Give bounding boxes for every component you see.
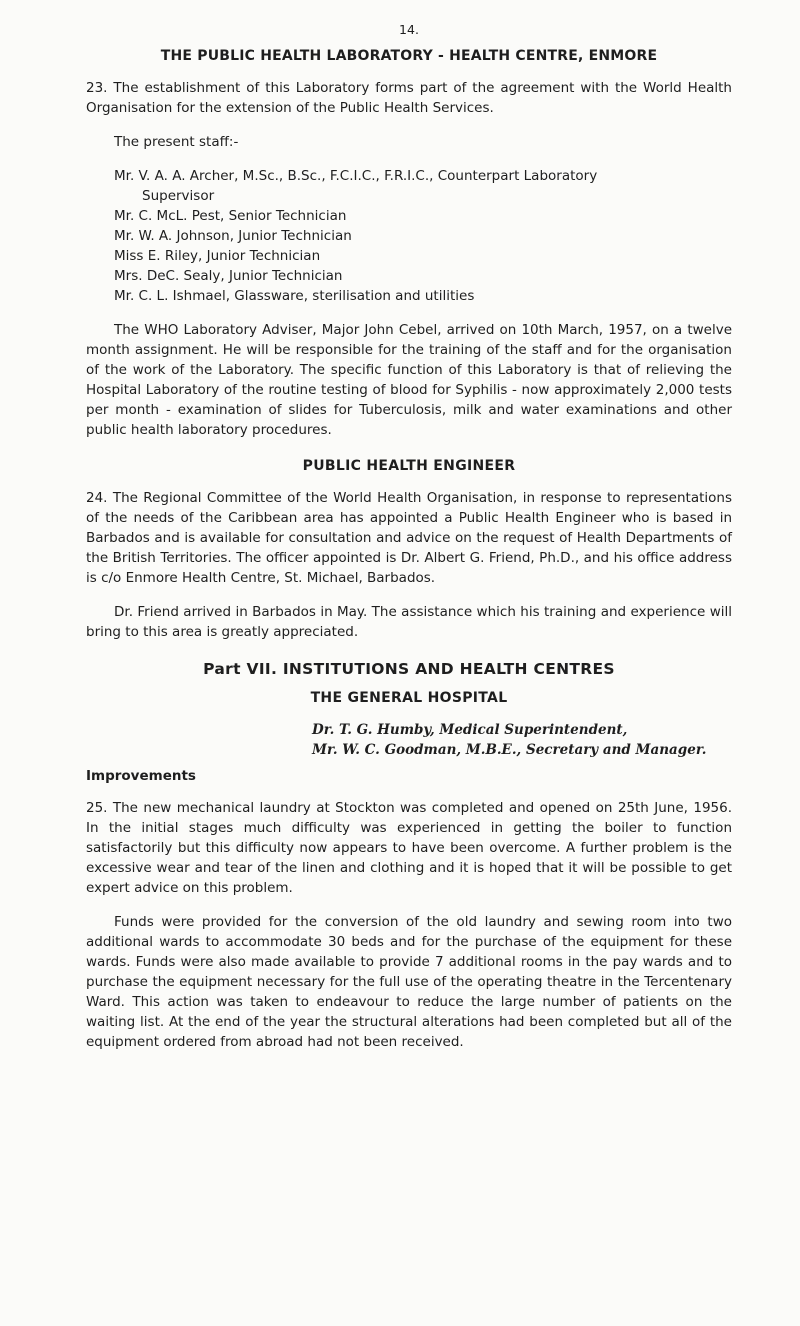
- hospital-heading: THE GENERAL HOSPITAL: [310, 690, 508, 706]
- staff-item: Mr. W. A. Johnson, Junior Technician: [114, 228, 352, 244]
- staff-item: Mrs. DeC. Sealy, Junior Technician: [114, 268, 343, 284]
- staff-item: Mr. V. A. A. Archer, M.Sc., B.Sc., F.C.I.C., F.R.I.C., Counterpart Laboratory Supervisor: [114, 168, 598, 204]
- friend-paragraph: Dr. Friend arrived in Barbados in May. The assistance which his training and experience will bring to this area is greatly appreciated.: [86, 604, 732, 640]
- who-adviser-paragraph: The WHO Laboratory Adviser, Major John Cebel, arrived on 10th March, 1957, on a twelve month assignment. He will be responsible for the training of the staff and for the organisation of the work of the Laboratory. The specific function of this Laboratory is that of relieving the Hospital Laboratory of the routine testing of blood for Syphilis - now approximately 2,000 tests per month - examination of slides for Tuberculosis, milk and water examinations and other public health laboratory procedures.: [86, 322, 732, 438]
- paragraph-23: 23. The establishment of this Laboratory forms part of the agreement with the World Health Organisation for the extension of the Public Health Services.: [86, 80, 732, 116]
- improvements-subheading: Improvements: [86, 768, 196, 784]
- officers-block: [86, 720, 732, 760]
- officer-superintendent: Dr. T. G. Humby, Medical Superintendent,: [312, 722, 628, 738]
- officer-secretary: Mr. W. C. Goodman, M.B.E., Secretary and Manager.: [312, 742, 707, 758]
- staff-item: Mr. C. L. Ishmael, Glassware, sterilisation and utilities: [114, 288, 475, 304]
- paragraph-25: 25. The new mechanical laundry at Stockton was completed and opened on 25th June, 1956. In the initial stages much difficulty was experienced in getting the boiler to function satisfactorily but this difficulty now appears to have been overcome. A further problem is the excessive wear and tear of the linen and clothing and it is hoped that it will be possible to get expert advice on this problem.: [86, 800, 732, 896]
- section-title: THE PUBLIC HEALTH LABORATORY - HEALTH CENTRE, ENMORE: [160, 48, 658, 64]
- staff-item: Mr. C. McL. Pest, Senior Technician: [114, 208, 347, 224]
- page-number: 14.: [399, 22, 419, 37]
- staff-list: [86, 166, 732, 306]
- staff-intro: The present staff:-: [114, 134, 239, 150]
- funds-paragraph: Funds were provided for the conversion of the old laundry and sewing room into two additional wards to accommodate 30 beds and for the purchase of the equipment for these wards. Funds were also made available to provide 7 additional rooms in the pay wards and to purchase the equipment necessary for the full use of the operating theatre in the Tercentenary Ward. This action was taken to endeavour to reduce the large number of patients on the waiting list. At the end of the year the structural alterations had been completed but all of the equipment ordered from abroad had not been received.: [86, 914, 732, 1050]
- staff-item: Miss E. Riley, Junior Technician: [114, 248, 321, 264]
- paragraph-24: 24. The Regional Committee of the World Health Organisation, in response to representations of the needs of the Caribbean area has appointed a Public Health Engineer who is based in Barbados and is available for consultation and advice on the request of Health Departments of the British Territories. The officer appointed is Dr. Albert G. Friend, Ph.D., and his office address is c/o Enmore Health Centre, St. Michael, Barbados.: [86, 490, 732, 586]
- engineer-heading: PUBLIC HEALTH ENGINEER: [302, 458, 516, 474]
- part-heading: Part VII. INSTITUTIONS AND HEALTH CENTRES: [203, 660, 615, 678]
